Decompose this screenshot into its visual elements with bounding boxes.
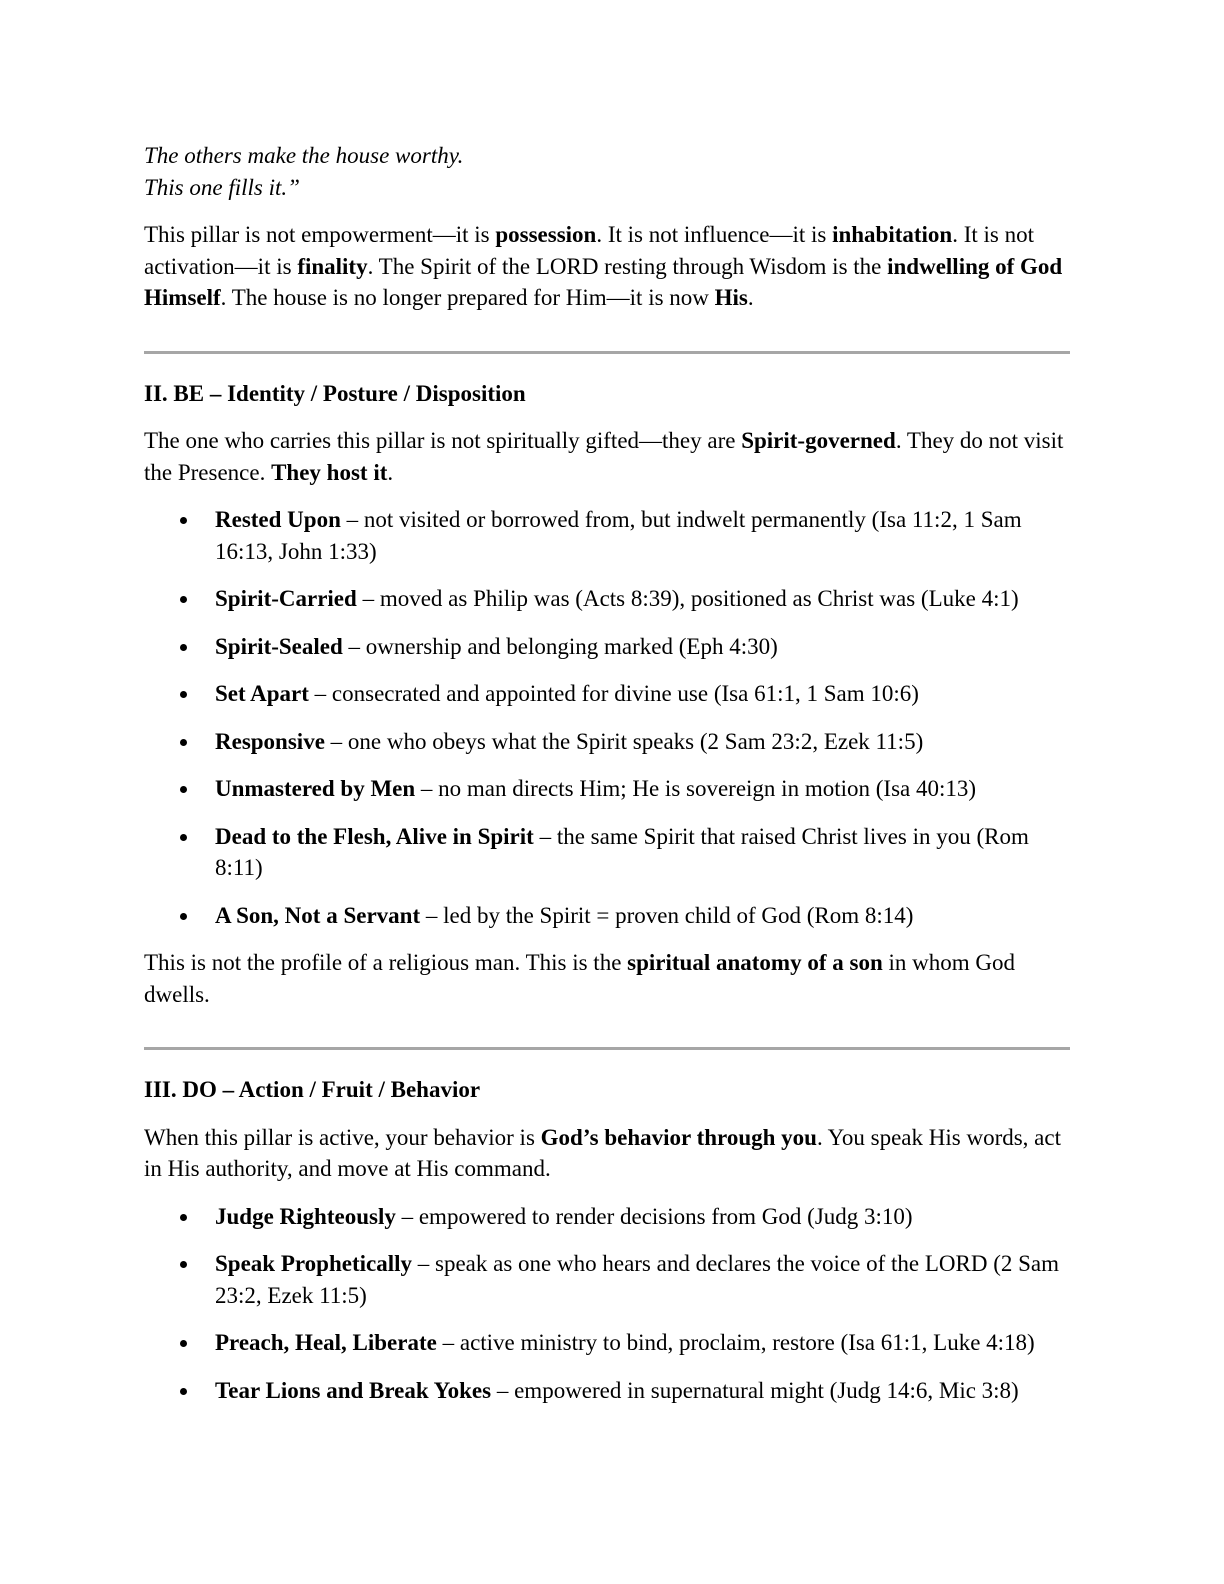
list-item xyxy=(144,1327,1070,1359)
bullet-icon xyxy=(180,1214,187,1221)
section-divider xyxy=(144,351,1070,354)
bullet-icon xyxy=(180,517,187,524)
list-item-term: Dead to the Flesh, Alive in Spirit xyxy=(215,823,534,849)
list-item-term: Unmastered by Men xyxy=(215,776,416,801)
quote-block xyxy=(144,140,1070,203)
section-heading-be: II. BE – Identity / Posture / Disposition xyxy=(144,380,526,406)
list-item-term: Tear Lions and Break Yokes xyxy=(215,1377,492,1403)
document-page xyxy=(144,140,1070,1406)
bullet-icon xyxy=(180,786,187,793)
list-item-term: Preach, Heal, Liberate xyxy=(215,1330,437,1355)
be-bullet-list xyxy=(144,504,1070,931)
list-item xyxy=(144,1201,1070,1233)
quote-line: This one fills it.” xyxy=(144,174,300,200)
bullet-icon xyxy=(180,1388,187,1395)
bullet-icon xyxy=(180,596,187,603)
be-closing-paragraph: This is not the profile of a religious man. This is the spiritual anatomy of a son in whom God dwells. xyxy=(144,950,1015,1007)
list-item-description: – speak as one who hears and declares the voice of the LORD (2 Sam 23:2, Ezek 11:5) xyxy=(215,1251,1060,1308)
list-item-term: Rested Upon xyxy=(215,507,341,532)
do-intro-paragraph: When this pillar is active, your behavior is God’s behavior through you. You speak His words, act in His authority, and move at His command. xyxy=(144,1124,1061,1181)
bullet-icon xyxy=(180,1340,187,1347)
list-item-description: – ownership and belonging marked (Eph 4:30) xyxy=(342,633,778,659)
list-item-term: Spirit-Carried xyxy=(215,586,357,611)
list-item xyxy=(144,900,1070,932)
list-item-description: – the same Spirit that raised Christ lives in you (Rom 8:11) xyxy=(215,823,1029,880)
list-item-term: Responsive xyxy=(215,728,325,754)
list-item-description: – active ministry to bind, proclaim, restore (Isa 61:1, Luke 4:18) xyxy=(436,1330,1035,1355)
list-item xyxy=(144,678,1070,710)
list-item-description: – empowered to render decisions from God (Judg 3:10) xyxy=(395,1203,913,1229)
list-item-term: A Son, Not a Servant xyxy=(215,902,421,928)
list-item-description: – no man directs Him; He is sovereign in motion (Isa 40:13) xyxy=(415,776,977,801)
list-item-description: – empowered in supernatural might (Judg 14:6, Mic 3:8) xyxy=(491,1377,1019,1403)
list-item-term: Set Apart xyxy=(215,681,309,706)
list-item-description: – led by the Spirit = proven child of God (Rom 8:14) xyxy=(420,902,914,928)
bullet-icon xyxy=(180,691,187,698)
bullet-icon xyxy=(180,913,187,920)
list-item xyxy=(144,1248,1070,1311)
section-heading-do: III. DO – Action / Fruit / Behavior xyxy=(144,1077,481,1102)
list-item-term: Spirit-Sealed xyxy=(215,633,343,659)
bullet-icon xyxy=(180,1261,187,1268)
be-intro-paragraph: The one who carries this pillar is not spiritually gifted—they are Spirit-governed. They do not visit the Presence. They host it. xyxy=(144,428,1064,485)
list-item xyxy=(144,726,1070,758)
section-divider xyxy=(144,1047,1070,1050)
quote-line: The others make the house worthy. xyxy=(144,143,464,168)
bullet-icon xyxy=(180,739,187,746)
list-item-term: Judge Righteously xyxy=(215,1203,396,1229)
list-item xyxy=(144,583,1070,615)
bullet-icon xyxy=(180,644,187,651)
do-bullet-list xyxy=(144,1201,1070,1407)
list-item xyxy=(144,821,1070,884)
list-item-description: – consecrated and appointed for divine use (Isa 61:1, 1 Sam 10:6) xyxy=(308,681,919,706)
list-item xyxy=(144,773,1070,805)
list-item xyxy=(144,631,1070,663)
list-item-term: Speak Prophetically xyxy=(215,1251,413,1276)
list-item-description: – one who obeys what the Spirit speaks (2 Sam 23:2, Ezek 11:5) xyxy=(324,728,924,754)
list-item xyxy=(144,504,1070,567)
list-item-description: – moved as Philip was (Acts 8:39), positioned as Christ was (Luke 4:1) xyxy=(356,586,1019,611)
list-item-description: – not visited or borrowed from, but indwelt permanently (Isa 11:2, 1 Sam 16:13, John 1:33) xyxy=(215,507,1022,564)
intro-paragraph: This pillar is not empowerment—it is possession. It is not influence—it is inhabitation. It is not activation—it is finality. The Spirit of the LORD resting through Wisdom is the indwelling of God Himself. The house is no longer prepared for Him—it is now His. xyxy=(144,222,1063,310)
bullet-icon xyxy=(180,834,187,841)
list-item xyxy=(144,1375,1070,1407)
